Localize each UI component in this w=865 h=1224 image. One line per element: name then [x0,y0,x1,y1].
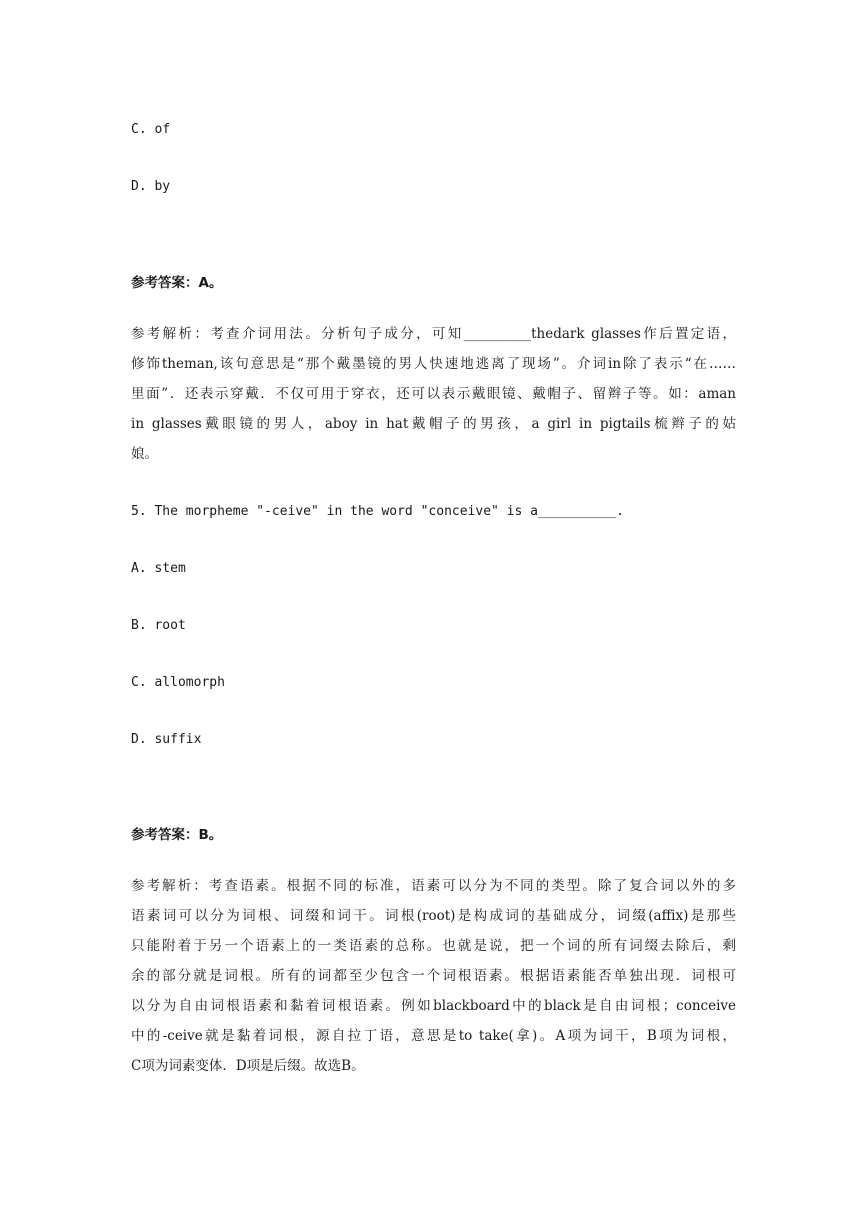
q5-analysis-line: 只能附着于另一个语素上的一类语素的总称。也就是说，把一个词的所有词缀去除后，剩 [131,938,736,954]
q5-analysis-line: 以分为自由词根语素和黏着词根语素。例如blackboard中的black是自由词根；conceive [131,998,736,1014]
q5-analysis-line: 语素词可以分为词根、词缀和词干。词根(root)是构成词的基础成分，词缀(affix)是那些 [131,908,736,924]
q4-analysis-line: 娘。 [131,446,158,462]
q5-analysis-line: 中的-ceive就是黏着词根，源自拉丁语，意思是to take(拿)。A项为词干，B项为词根， [131,1028,736,1044]
q5-option-c: C. allomorph [131,675,225,690]
q4-analysis-line: 参考解析：考查介词用法。分析句子成分，可知__________thedark glasses作后置定语， [131,326,736,342]
q4-option-d: D. by [131,179,171,194]
q4-analysis [131,319,736,469]
q5-analysis-line: C项为词素变体．D项是后缀。故选B。 [131,1058,365,1074]
q5-option-a: A. stem [131,561,186,576]
q4-analysis-line: in glasses戴眼镜的男人，aboy in hat戴帽子的男孩，a girl in pigtails梳辫子的姑 [131,416,736,432]
q4-analysis-line: 里面”．还表示穿戴．不仅可用于穿衣，还可以表示戴眼镜、戴帽子、留辫子等。如：aman [131,386,736,402]
q5-analysis-line: 参考解析：考查语素。根据不同的标准，语素可以分为不同的类型。除了复合词以外的多 [131,878,736,894]
q5-analysis [131,871,736,1081]
q5-answer: 参考答案：B。 [131,827,223,843]
q5-analysis-line: 余的部分就是词根。所有的词都至少包含一个词根语素。根据语素能否单独出现．词根可 [131,968,736,984]
q5-question: 5. The morpheme "-ceive" in the word "conceive" is a__________. [131,504,625,519]
q4-answer: 参考答案：A。 [131,275,223,291]
q5-option-b: B. root [131,618,186,633]
q4-analysis-line: 修饰theman,该句意思是“那个戴墨镜的男人快速地逃离了现场”。介词in除了表示“在…… [131,356,736,372]
q4-option-c: C. of [131,122,171,137]
q5-option-d: D. suffix [131,732,202,747]
